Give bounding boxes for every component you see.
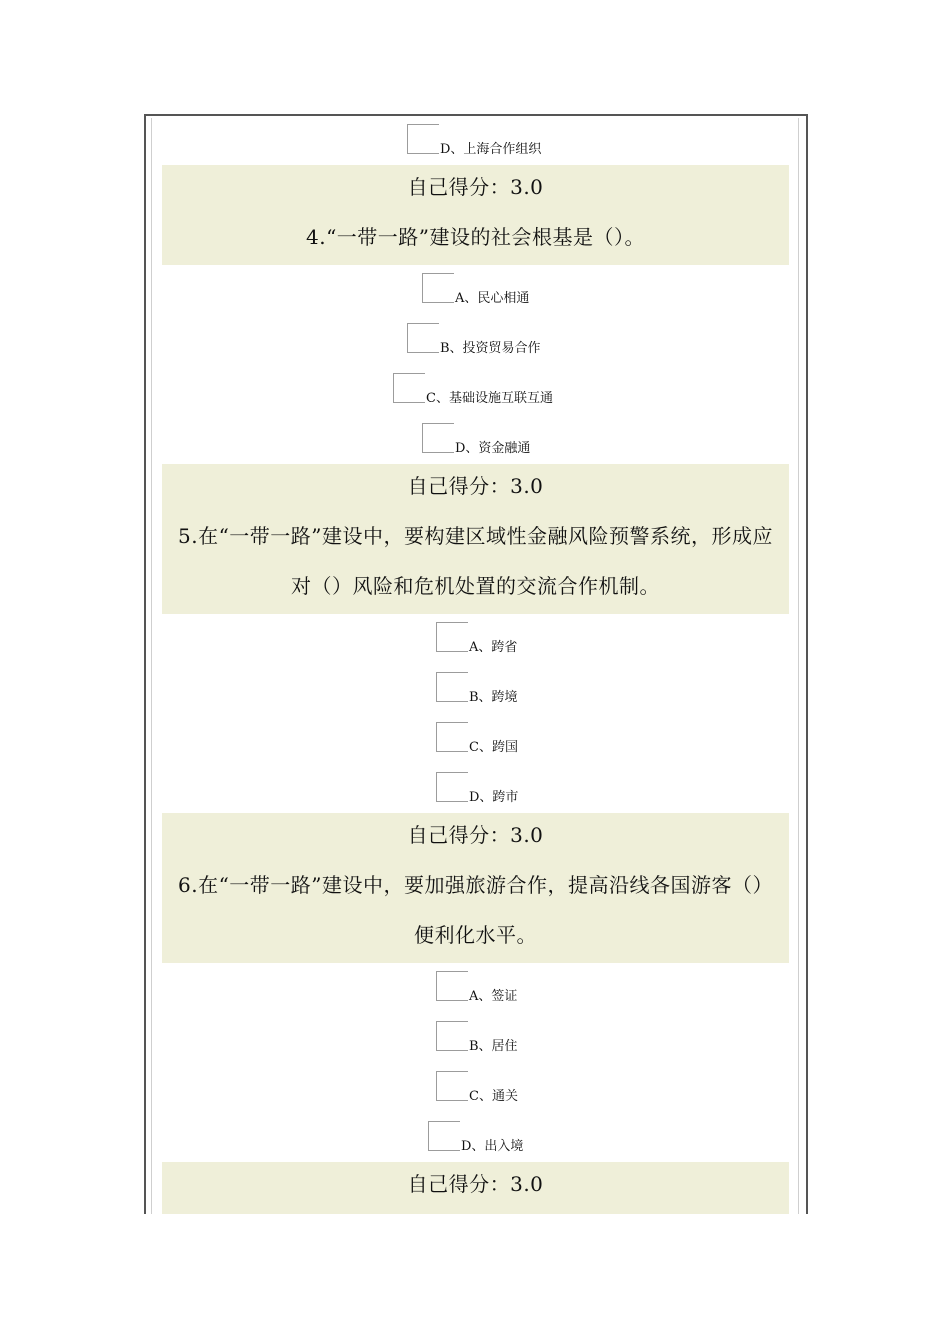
q3-option-d-label: D、上海合作组织 <box>440 142 542 157</box>
q4-option-d-label: D、资金融通 <box>455 441 531 456</box>
q4-option-a-label: A、民心相通 <box>455 291 530 306</box>
q4-option-a-checkbox[interactable] <box>422 273 454 303</box>
q6-question-line-1: 6.在“一带一路”建设中，要加强旅游合作，提高沿线各国游客（） <box>177 873 774 897</box>
q4-question: 4.“一带一路”建设的社会根基是（）。 <box>305 225 646 249</box>
q5-score: 自己得分：3.0 <box>407 823 544 847</box>
q6-option-c-label: C、通关 <box>469 1089 518 1104</box>
q5-option-d-label: D、跨市 <box>469 790 519 805</box>
q4-option-b-checkbox[interactable] <box>407 323 439 353</box>
q3-score: 自己得分：3.0 <box>407 175 544 199</box>
q6-question-line-2: 便利化水平。 <box>414 923 537 947</box>
q5-option-c-label: C、跨国 <box>469 740 518 755</box>
q4-score: 自己得分：3.0 <box>407 474 544 498</box>
q6-option-d-checkbox[interactable] <box>428 1121 460 1151</box>
q6-option-a-checkbox[interactable] <box>436 971 468 1001</box>
q6-option-b-label: B、居住 <box>469 1039 518 1054</box>
q6-option-d-label: D、出入境 <box>461 1139 524 1154</box>
q5-option-b-checkbox[interactable] <box>436 672 468 702</box>
q6-option-b-checkbox[interactable] <box>436 1021 468 1051</box>
q5-option-c-checkbox[interactable] <box>436 722 468 752</box>
q5-option-d-checkbox[interactable] <box>436 772 468 802</box>
q5-question-line-2: 对（）风险和危机处置的交流合作机制。 <box>291 574 660 598</box>
q6-score: 自己得分：3.0 <box>407 1172 544 1196</box>
q6-option-c-checkbox[interactable] <box>436 1071 468 1101</box>
q4-option-b-label: B、投资贸易合作 <box>440 341 541 356</box>
q6-option-a-label: A、签证 <box>469 989 518 1004</box>
q5-question-line-1: 5.在“一带一路”建设中，要构建区域性金融风险预警系统，形成应 <box>177 524 774 548</box>
q5-option-a-label: A、跨省 <box>469 640 518 655</box>
q4-option-c-label: C、基础设施互联互通 <box>426 391 553 406</box>
q3-option-d-checkbox[interactable] <box>407 124 439 154</box>
q5-option-b-label: B、跨境 <box>469 690 518 705</box>
q4-option-d-checkbox[interactable] <box>422 423 454 453</box>
q4-option-c-checkbox[interactable] <box>393 373 425 403</box>
q5-option-a-checkbox[interactable] <box>436 622 468 652</box>
